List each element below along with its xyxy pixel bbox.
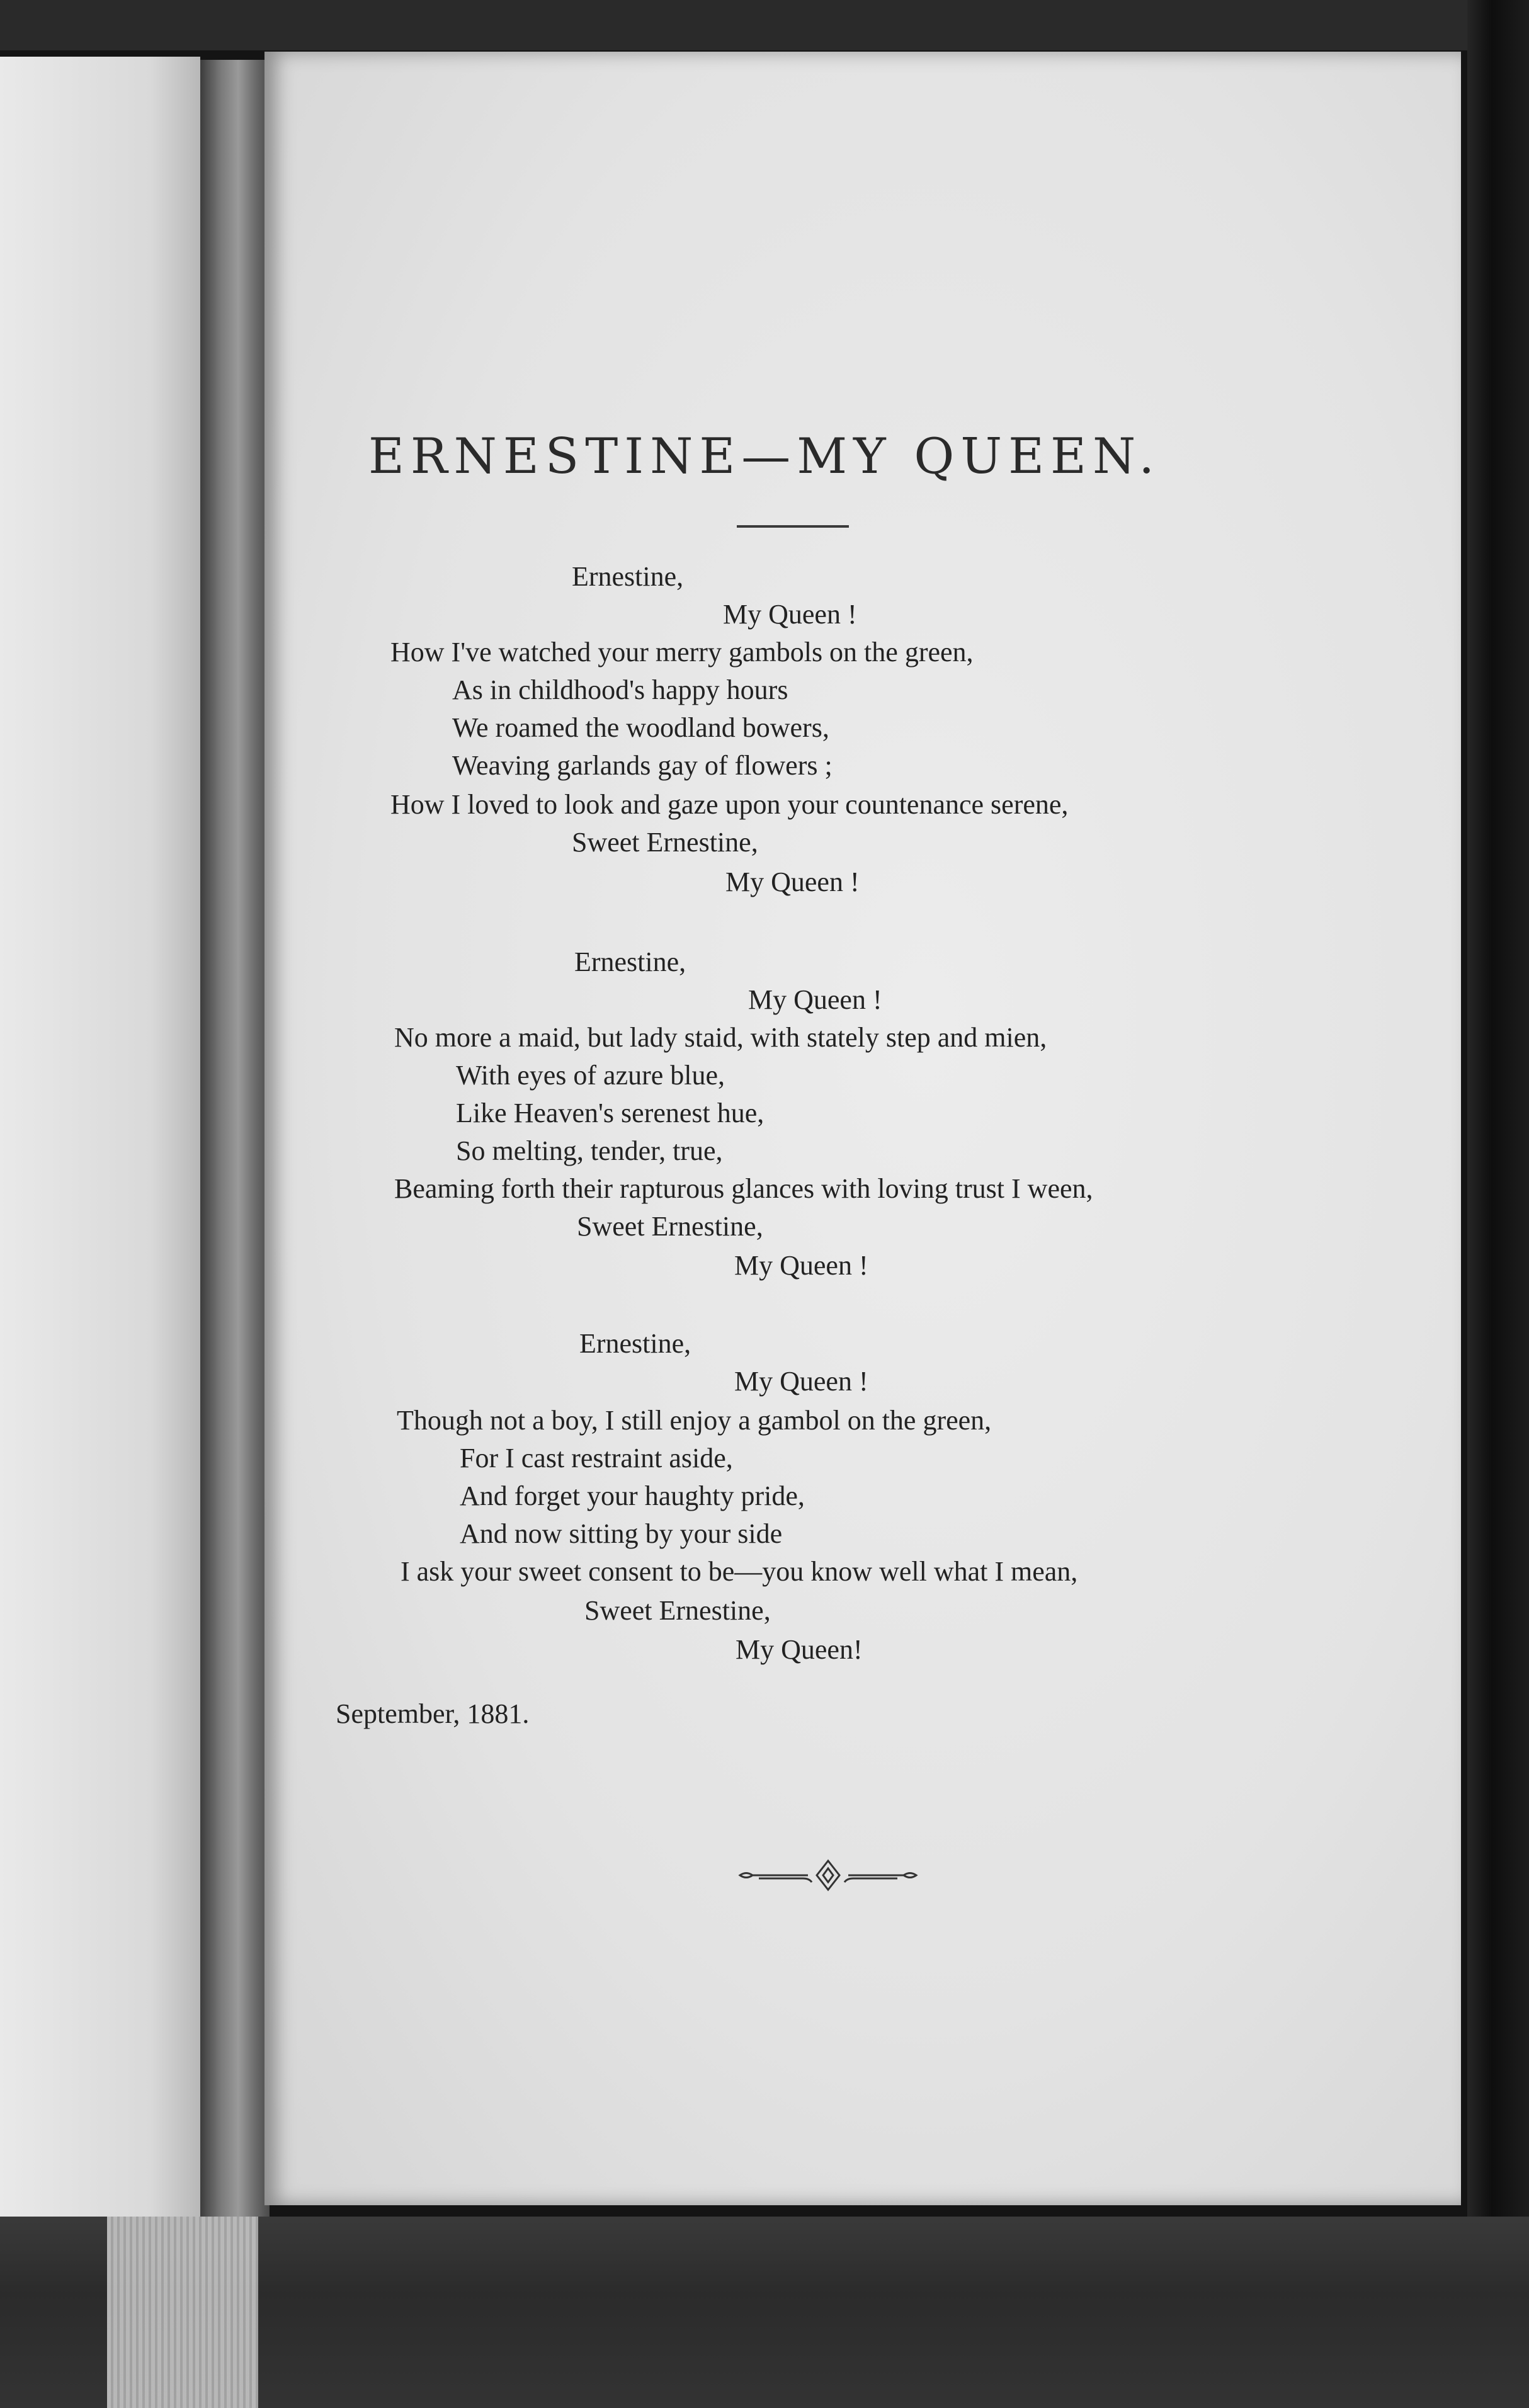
stanza-2-line-6: So melting, tender, true, <box>456 1135 723 1166</box>
title-divider <box>737 525 849 528</box>
stanza-3-line-1: Ernestine, <box>579 1328 691 1359</box>
poem-title: ERNESTINE—MY QUEEN. <box>368 428 1161 485</box>
stanza-2-line-9: My Queen ! <box>734 1250 868 1281</box>
stanza-3-line-7: I ask your sweet consent to be—you know well what I mean, <box>401 1556 1078 1587</box>
stanza-3-line-2: My Queen ! <box>734 1366 868 1397</box>
scan-top-background <box>0 0 1529 50</box>
stanza-3-line-6: And now sitting by your side <box>460 1518 783 1549</box>
stanza-3-line-4: For I cast restraint aside, <box>460 1443 733 1474</box>
facing-page <box>0 57 200 2223</box>
stanza-1-line-7: How I loved to look and gaze upon your countenance serene, <box>390 789 1069 820</box>
book-spine-shadow <box>200 60 270 2220</box>
stanza-1-line-2: My Queen ! <box>723 599 857 630</box>
stanza-2-line-8: Sweet Ernestine, <box>577 1211 763 1242</box>
stanza-3-line-9: My Queen! <box>736 1634 863 1665</box>
stanza-1-line-6: Weaving garlands gay of flowers ; <box>452 750 833 781</box>
stanza-2-line-3: No more a maid, but lady staid, with stately step and mien, <box>394 1022 1047 1053</box>
stanza-3-line-3: Though not a boy, I still enjoy a gambol on the green, <box>397 1405 992 1436</box>
ornament-flourish-icon <box>734 1854 923 1899</box>
stanza-2-line-1: Ernestine, <box>574 946 686 977</box>
stanza-2-line-7: Beaming forth their rapturous glances with loving trust I ween, <box>394 1173 1093 1204</box>
stanza-1-line-4: As in childhood's happy hours <box>452 674 788 705</box>
stanza-3-line-5: And forget your haughty pride, <box>460 1480 805 1511</box>
stanza-1-line-1: Ernestine, <box>572 561 684 592</box>
poem-date: September, 1881. <box>336 1698 530 1729</box>
stanza-3-line-8: Sweet Ernestine, <box>584 1595 771 1626</box>
binding-tape <box>107 2217 258 2408</box>
stanza-1-line-5: We roamed the woodland bowers, <box>452 712 829 743</box>
scan-right-background <box>1467 0 1529 2408</box>
stanza-1-line-3: How I've watched your merry gambols on the green, <box>390 637 974 667</box>
stanza-2-line-5: Like Heaven's serenest hue, <box>456 1098 764 1128</box>
stanza-1-line-8: Sweet Ernestine, <box>572 827 758 858</box>
stanza-2-line-4: With eyes of azure blue, <box>456 1060 725 1091</box>
stanza-2-line-2: My Queen ! <box>748 984 882 1015</box>
stanza-1-line-9: My Queen ! <box>725 866 860 897</box>
